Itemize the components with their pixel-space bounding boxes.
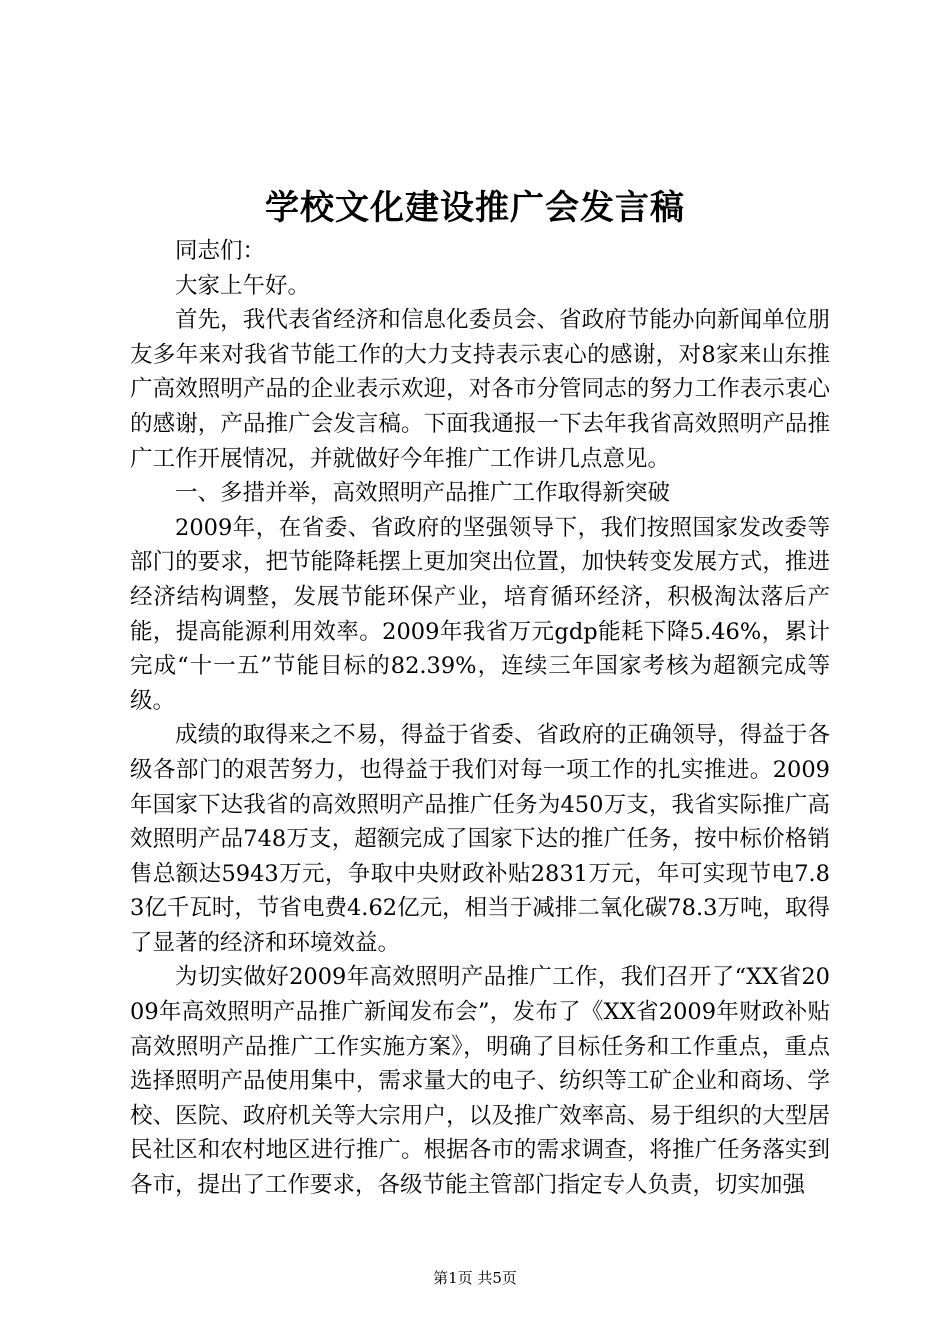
document-body <box>130 234 830 1203</box>
paragraph-greeting: 大家上午好。 <box>175 272 311 299</box>
paragraph-opening: 首先，我代表省经济和信息化委员会、省政府节能办向新闻单位朋友多年来对我省节能工作的大力支持表示衷心的感谢，对8家来山东推广高效照明产品的企业表示欢迎，对各市分管同志的努力工作表示衷心的感谢，产品推广会发言稿。下面我通报一下去年我省高效照明产品推广工作开展情况，并就做好今年推广工作讲几点意见。 <box>130 307 830 472</box>
page-title: 学校文化建设推广会发言稿 <box>265 188 685 228</box>
page-number-footer: 第1页 共5页 <box>433 1269 517 1287</box>
paragraph-2009-overview: 2009年，在省委、省政府的坚强领导下，我们按照国家发改委等部门的要求，把节能降耗摆上更加突出位置，加快转变发展方式，推进经济结构调整，发展节能环保产业，培育循环经济，积极淘汰落后产能，提高能源利用效率。2009年我省万元gdp能耗下降5.46%，累计完成“十一五”节能目标的82.39%，连续三年国家考核为超额完成等级。 <box>130 514 830 714</box>
paragraph-achievements: 成绩的取得来之不易，得益于省委、省政府的正确领导，得益于各级各部门的艰苦努力，也得益于我们对每一项工作的扎实推进。2009年国家下达我省的高效照明产品推广任务为450万支，我省实际推广高效照明产品748万支，超额完成了国家下达的推广任务，按中标价格销售总额达5943万元，争取中央财政补贴2831万元，年可实现节电7.83亿千瓦时，节省电费4.62亿元，相当于减排二氧化碳78.3万吨，取得了显著的经济和环境效益。 <box>130 722 830 956</box>
paragraph-measures: 为切实做好2009年高效照明产品推广工作，我们召开了“XX省2009年高效照明产品推广新闻发布会”，发布了《XX省2009年财政补贴高效照明产品推广工作实施方案》，明确了目标任务和工作重点，重点选择照明产品使用集中，需求量大的电子、纺织等工矿企业和商场、学校、医院、政府机关等大宗用户，以及推广效率高、易于组织的大型居民社区和农村地区进行推广。根据各市的需求调查，将推广任务落实到各市，提出了工作要求，各级节能主管部门指定专人负责，切实加强 <box>130 964 830 1199</box>
paragraph-salutation: 同志们： <box>175 238 266 264</box>
section-heading: 一、多措并举，高效照明产品推广工作取得新突破 <box>175 480 671 507</box>
